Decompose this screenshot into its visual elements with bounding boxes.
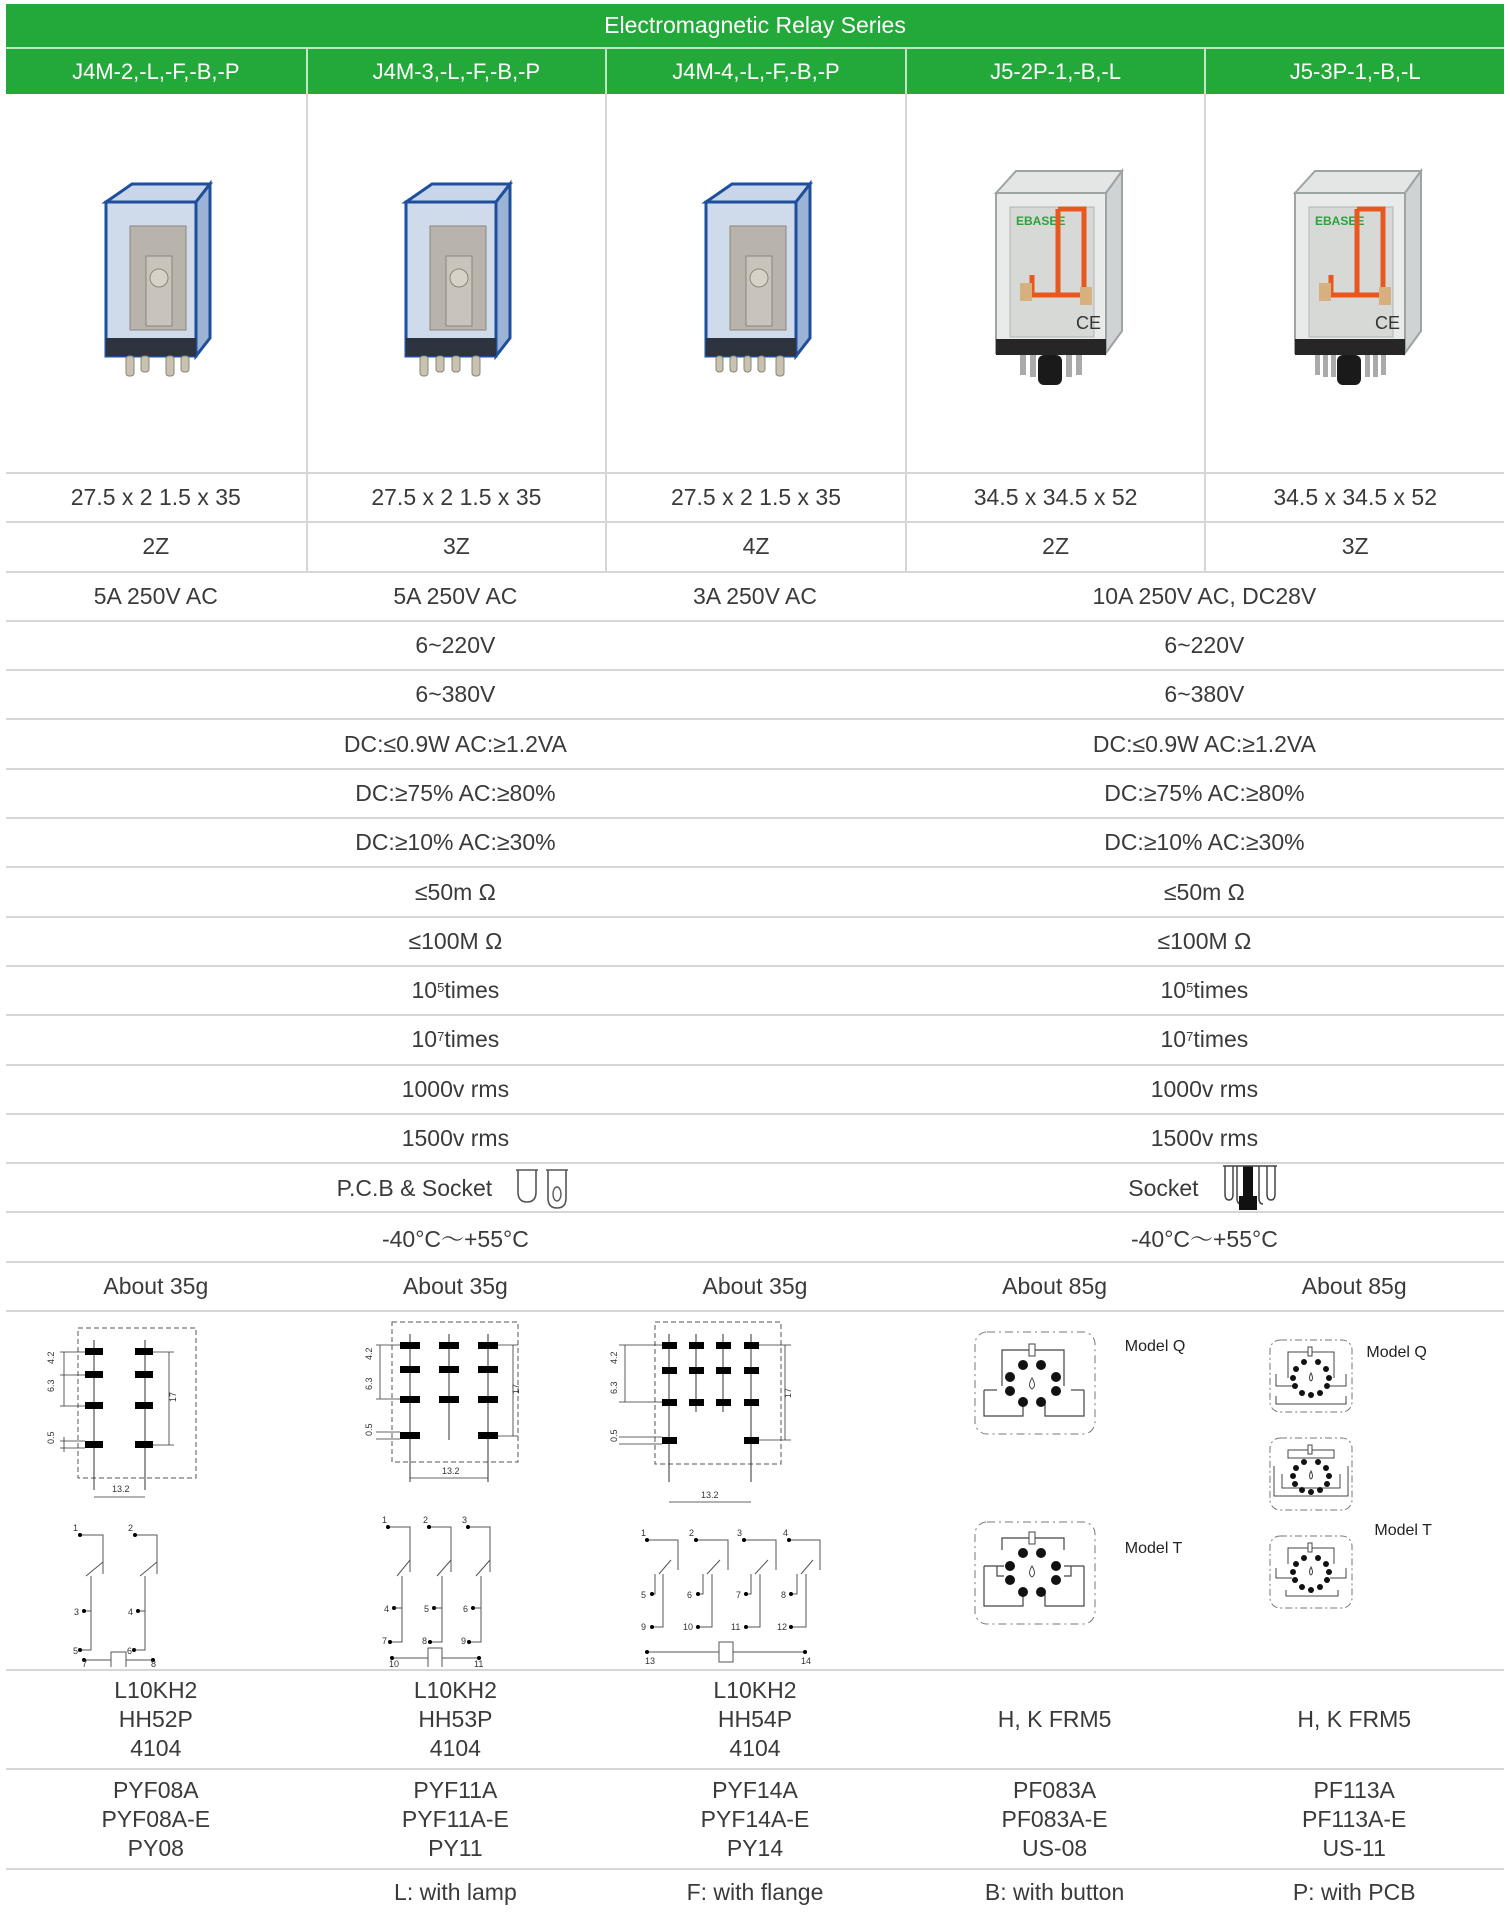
base-model: US-08: [1021, 1834, 1088, 1861]
model-q-label: Model Q: [1366, 1344, 1427, 1362]
model-header-j5-3p: J5-3P-1,-B,-L: [1204, 49, 1504, 94]
socket-model-row: [6, 1669, 1504, 1768]
pin-layout-diagram-2pole: [6, 1312, 305, 1667]
spec-row-dielectric-1: [6, 1064, 1504, 1113]
cell-value: ≤100M Ω: [408, 927, 503, 954]
model-header-j4m-3: J4M-3,-L,-F,-B,-P: [306, 49, 606, 94]
cell-value: 5A 250V AC: [393, 582, 518, 609]
suffix-legend-pcb: P: with PCB: [1292, 1878, 1416, 1905]
svg-text:4: 4: [383, 1604, 389, 1615]
svg-text:EBASEE: EBASEE: [1015, 214, 1065, 228]
cell-value: 2Z: [905, 523, 1205, 570]
suffix-legend-empty: [6, 1870, 306, 1914]
svg-text:0.5: 0.5: [609, 1429, 620, 1443]
life-exponent: 5: [437, 980, 445, 996]
spec-row-pickup-voltage: [6, 768, 1504, 817]
photo-cell-j4m-2: [6, 94, 306, 472]
base-model: PYF08A: [112, 1776, 199, 1803]
svg-text:12: 12: [777, 1622, 788, 1633]
life-unit: times: [1193, 977, 1249, 1004]
svg-text:3: 3: [74, 1607, 80, 1618]
eleven-pin-socket-diagram-alt: [1268, 1436, 1354, 1512]
spec-row-contact-resistance: [6, 866, 1504, 915]
spec-row-coil-voltage-ac: [6, 669, 1504, 718]
svg-text:CE: CE: [1075, 313, 1101, 333]
photo-cell-j4m-4: [605, 94, 905, 472]
bases-j4m-4: [605, 1770, 905, 1868]
svg-text:13: 13: [645, 1656, 656, 1667]
octal-socket-diagram-model-q: [973, 1330, 1097, 1436]
pin-layout-diagram-4pole: [605, 1312, 904, 1667]
base-model-row: [6, 1768, 1504, 1868]
svg-text:11: 11: [731, 1622, 741, 1633]
cell-value: About 35g: [702, 1272, 808, 1299]
spec-row-insulation-resistance: [6, 916, 1504, 965]
base-model: PF113A-E: [1301, 1805, 1407, 1832]
base-model: PF083A-E: [1001, 1805, 1108, 1832]
svg-text:1: 1: [381, 1515, 387, 1526]
svg-text:10: 10: [683, 1622, 694, 1633]
svg-text:1: 1: [73, 1523, 79, 1534]
svg-text:1: 1: [641, 1528, 647, 1539]
svg-text:6.3: 6.3: [363, 1377, 374, 1391]
svg-text:0.5: 0.5: [46, 1431, 56, 1445]
diagram-j5-3p: [1204, 1312, 1504, 1669]
spec-row-dielectric-2: [6, 1113, 1504, 1162]
cell-value: 1000v rms: [401, 1075, 510, 1102]
svg-text:5: 5: [73, 1646, 79, 1657]
eleven-pin-socket-diagram-model-q: [1268, 1338, 1354, 1414]
socket-models-j4m-4: [605, 1671, 905, 1768]
cell-value: [905, 967, 1504, 1014]
life-unit: times: [444, 977, 500, 1004]
svg-text:8: 8: [151, 1659, 157, 1668]
life-base: 10: [1160, 1026, 1187, 1053]
cell-value: About 35g: [402, 1272, 508, 1299]
cell-value: DC:≥75% AC:≥80%: [1104, 779, 1305, 806]
cell-value: 6~380V: [415, 681, 496, 708]
svg-text:14: 14: [801, 1656, 812, 1667]
socket-model: H, K FRM5: [1297, 1706, 1412, 1733]
model-header-j4m-2: J4M-2,-L,-F,-B,-P: [72, 58, 240, 84]
model-q-label: Model Q: [1124, 1338, 1186, 1356]
svg-text:6.3: 6.3: [46, 1379, 56, 1393]
cell-value: 27.5 x 2 1.5 x 35: [605, 474, 905, 521]
cell-value: [905, 1164, 1504, 1212]
cell-value: [6, 1016, 905, 1063]
cell-value: DC:≥10% AC:≥30%: [1104, 829, 1305, 856]
spec-row-coil-power: [6, 718, 1504, 767]
bases-j4m-3: [306, 1770, 606, 1868]
octal-socket-diagram-model-t: [973, 1520, 1097, 1626]
svg-text:13.2: 13.2: [441, 1466, 460, 1477]
svg-text:13.2: 13.2: [701, 1490, 719, 1501]
svg-text:4: 4: [783, 1528, 789, 1539]
svg-text:9: 9: [460, 1636, 466, 1647]
spec-row-mounting: [6, 1162, 1504, 1211]
life-exponent: 7: [1186, 1029, 1194, 1045]
spec-row-temperature: [6, 1211, 1504, 1260]
socket-model: 4104: [429, 1735, 481, 1762]
cell-value: [6, 1164, 905, 1212]
model-header-j4m-4: J4M-4,-L,-F,-B,-P: [605, 49, 905, 94]
life-unit: times: [444, 1026, 500, 1053]
cell-value: [6, 967, 905, 1014]
pcb-socket-terminal-icon: [514, 1166, 574, 1210]
base-model: PY14: [726, 1834, 784, 1861]
life-exponent: 5: [1186, 980, 1194, 996]
spec-row-mechanical-life: [6, 1014, 1504, 1063]
cell-value: 5A 250V AC: [93, 582, 218, 609]
svg-text:6: 6: [127, 1646, 133, 1657]
svg-text:EBASEE: EBASEE: [1315, 214, 1365, 228]
suffix-legend-flange: F: with flange: [686, 1878, 824, 1905]
svg-text:2: 2: [422, 1515, 428, 1526]
cell-value: 1000v rms: [1150, 1075, 1259, 1102]
svg-text:4: 4: [128, 1607, 134, 1618]
svg-text:2: 2: [689, 1528, 695, 1539]
socket-model: L10KH2: [413, 1677, 497, 1704]
relay-photo-clear-8pin: [976, 163, 1136, 403]
bases-j4m-2: [6, 1770, 306, 1868]
cell-value: 3Z: [306, 523, 606, 570]
svg-text:9: 9: [641, 1622, 647, 1633]
diagram-j5-2p: [905, 1312, 1205, 1669]
socket-models-j4m-3: [306, 1671, 606, 1768]
cell-value: -40°C～+55°C: [1130, 1225, 1278, 1252]
cell-value: 27.5 x 2 1.5 x 35: [70, 484, 241, 511]
svg-text:6.3: 6.3: [609, 1381, 620, 1395]
octal-socket-pin-icon: [1221, 1164, 1281, 1212]
cell-value: 10A 250V AC, DC28V: [1092, 582, 1317, 609]
base-model: PYF14A-E: [700, 1805, 810, 1832]
spec-row-coil-voltage-dc: [6, 620, 1504, 669]
svg-text:6: 6: [462, 1604, 468, 1615]
svg-text:11: 11: [473, 1659, 483, 1668]
svg-text:2: 2: [128, 1523, 134, 1534]
bases-j5-2p: [905, 1770, 1205, 1868]
relay-photo-blue-2pole: [86, 178, 226, 388]
cell-value: 1500v rms: [401, 1125, 510, 1151]
socket-models-j4m-2: [6, 1671, 306, 1768]
cell-value: ≤50m Ω: [414, 878, 496, 905]
suffix-legend-row: [6, 1868, 1504, 1914]
cell-value: 3Z: [1204, 523, 1504, 570]
svg-text:CE: CE: [1375, 313, 1401, 333]
svg-text:7: 7: [381, 1636, 387, 1647]
base-model: PYF08A-E: [101, 1805, 211, 1832]
life-unit: times: [1193, 1026, 1249, 1053]
base-model: PF083A: [1013, 1776, 1097, 1803]
svg-text:3: 3: [737, 1528, 743, 1539]
cell-value: [905, 1016, 1504, 1063]
model-t-label: Model T: [1374, 1522, 1432, 1540]
cell-value: -40°C～+55°C: [381, 1225, 529, 1252]
diagram-j4m-2: [6, 1312, 306, 1669]
cell-value: ≤100M Ω: [1157, 927, 1252, 954]
spec-row-contact-rating: [6, 571, 1504, 620]
model-header-row: [6, 49, 1504, 94]
svg-text:4.2: 4.2: [609, 1351, 620, 1365]
cell-value: 6~380V: [1164, 681, 1245, 708]
svg-text:6: 6: [687, 1590, 693, 1601]
eleven-pin-socket-diagram-model-t: [1268, 1534, 1354, 1610]
relay-spec-table: [6, 4, 1504, 1914]
model-t-label: Model T: [1124, 1540, 1183, 1558]
mounting-text: Socket: [1128, 1174, 1199, 1201]
svg-text:4.2: 4.2: [363, 1347, 374, 1361]
svg-text:0.5: 0.5: [363, 1423, 374, 1437]
spec-row-dimensions: [6, 472, 1504, 521]
socket-model: HH52P: [118, 1706, 193, 1733]
relay-photo-blue-4pole: [686, 178, 826, 388]
svg-text:8: 8: [421, 1636, 427, 1647]
spec-row-contact-form: [6, 521, 1504, 570]
cell-value: 2Z: [142, 533, 170, 560]
svg-text:4.2: 4.2: [46, 1351, 56, 1365]
life-base: 10: [1160, 977, 1187, 1004]
socket-models-j5-3p: [1204, 1671, 1504, 1768]
photo-cell-j4m-3: [306, 94, 606, 472]
spec-row-electrical-life: [6, 965, 1504, 1014]
cell-value: 3A 250V AC: [692, 582, 818, 609]
svg-text:3: 3: [461, 1515, 467, 1526]
cell-value: 6~220V: [415, 632, 496, 659]
socket-models-j5-2p: [905, 1671, 1205, 1768]
base-model: PYF11A-E: [401, 1805, 509, 1832]
mounting-text: P.C.B & Socket: [336, 1174, 493, 1201]
life-base: 10: [411, 1026, 438, 1053]
socket-model: L10KH2: [713, 1677, 797, 1704]
cell-value: 6~220V: [1164, 632, 1245, 659]
cell-value: DC:≥10% AC:≥30%: [355, 829, 556, 856]
svg-text:7: 7: [82, 1659, 88, 1668]
svg-text:8: 8: [781, 1590, 787, 1601]
base-model: PF113A: [1313, 1776, 1395, 1803]
spec-row-weight: [6, 1261, 1504, 1310]
life-base: 10: [411, 977, 438, 1004]
cell-value: 34.5 x 34.5 x 52: [905, 474, 1205, 521]
model-header-j5-2p: J5-2P-1,-B,-L: [905, 49, 1205, 94]
cell-value: About 85g: [1301, 1272, 1407, 1299]
base-model: US-11: [1322, 1834, 1386, 1861]
wiring-diagram-row: [6, 1310, 1504, 1669]
svg-text:7: 7: [736, 1590, 742, 1601]
base-model: PYF11A: [413, 1776, 498, 1803]
svg-text:17: 17: [510, 1384, 521, 1395]
cell-value: 27.5 x 2 1.5 x 35: [306, 474, 606, 521]
socket-model: HH54P: [717, 1706, 793, 1733]
base-model: PY11: [428, 1834, 483, 1861]
cell-value: 1500v rms: [1150, 1125, 1259, 1151]
socket-model: HH53P: [418, 1706, 493, 1733]
suffix-legend-button: B: with button: [984, 1878, 1125, 1905]
svg-text:13.2: 13.2: [112, 1484, 130, 1495]
bases-j5-3p: [1204, 1770, 1504, 1868]
relay-photo-blue-3pole: [386, 178, 526, 388]
socket-model: L10KH2: [114, 1677, 198, 1704]
life-exponent: 7: [437, 1029, 445, 1045]
svg-text:5: 5: [641, 1590, 647, 1601]
svg-text:17: 17: [168, 1392, 178, 1403]
photo-cell-j5-2p: [905, 94, 1205, 472]
cell-value: DC:≥75% AC:≥80%: [355, 779, 556, 806]
photo-cell-j5-3p: [1204, 94, 1504, 472]
cell-value: About 85g: [1002, 1272, 1108, 1299]
table-title: Electromagnetic Relay Series: [6, 4, 1504, 49]
cell-value: DC:≤0.9W AC:≥1.2VA: [1092, 730, 1316, 757]
cell-value: About 35g: [103, 1272, 209, 1299]
cell-value: ≤50m Ω: [1163, 878, 1245, 905]
base-model: PYF14A: [712, 1776, 798, 1803]
socket-model: 4104: [130, 1735, 182, 1762]
socket-model: 4104: [729, 1735, 781, 1762]
socket-model: H, K FRM5: [997, 1706, 1112, 1733]
cell-value: 4Z: [605, 523, 905, 570]
diagram-j4m-3: [306, 1312, 606, 1669]
pin-layout-diagram-3pole: [306, 1312, 605, 1667]
cell-value: DC:≤0.9W AC:≥1.2VA: [343, 730, 567, 757]
svg-text:17: 17: [783, 1388, 794, 1399]
suffix-legend-lamp: L: with lamp: [394, 1878, 517, 1905]
spec-row-release-voltage: [6, 817, 1504, 866]
svg-text:10: 10: [388, 1659, 399, 1668]
cell-value: 34.5 x 34.5 x 52: [1204, 474, 1504, 521]
diagram-j4m-4: [605, 1312, 905, 1669]
product-photo-row: [6, 94, 1504, 472]
svg-text:5: 5: [423, 1604, 429, 1615]
relay-photo-clear-11pin: [1275, 163, 1435, 403]
base-model: PY08: [127, 1834, 184, 1861]
